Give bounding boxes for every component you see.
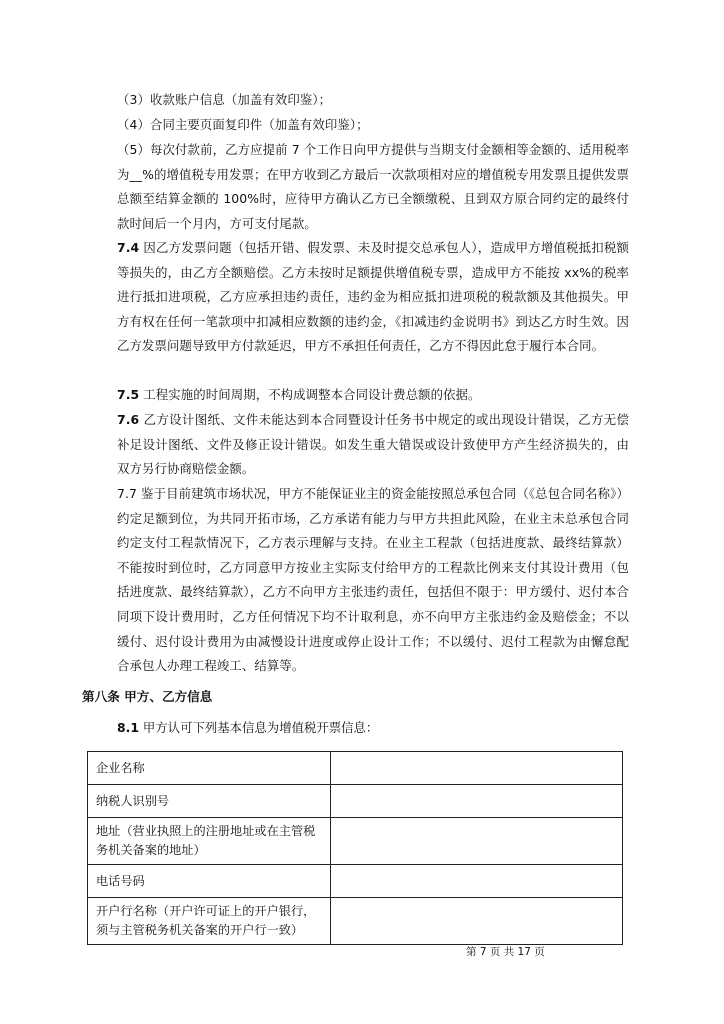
article-8-heading: 第八条 甲方、乙方信息 [82, 689, 213, 704]
row-value-bank-name[interactable] [331, 898, 623, 945]
clause-item-3: （3）收款账户信息（加盖有效印鉴）； [117, 92, 332, 107]
clause-7-6-number: 7.6 [117, 412, 140, 427]
table-row [88, 865, 623, 898]
invoice-info-table [87, 751, 623, 945]
row-label-taxpayer-id: 纳税人识别号 [88, 785, 331, 818]
row-label-bank-name: 开户行名称（开户许可证上的开户银行，须与主管税务机关备案的开户行一致） [88, 898, 331, 945]
page-number: 第 7 页 共 17 页 [466, 946, 545, 958]
clause-7-6 [117, 408, 629, 482]
row-label-company-name: 企业名称 [88, 752, 331, 785]
clause-item-4: （4）合同主要页面复印件（加盖有效印鉴）； [117, 117, 369, 132]
row-value-taxpayer-id[interactable] [331, 785, 623, 818]
clause-8-1 [117, 718, 378, 736]
clause-item-5: （5）每次付款前，乙方应提前 7 个工作日向甲方提供与当期支付金额相等金额的、适用税率为__%的增值税专用发票；在甲方收到乙方最后一次款项相对应的增值税专用发票且提供发票总额至结算金额的 100%时，应待甲方确认乙方已全额缴税、且到双方原合同约定的最终付款时间后一个月内，方可支付尾款。 [117, 142, 629, 231]
clause-7-4-text: 因乙方发票问题（包括开错、假发票、未及时提交总承包人），造成甲方增值税抵扣税额等损失的，由乙方全额赔偿。乙方未按时足额提供增值税专票，造成甲方不能按 xx%的税率进行抵扣进项税，乙方应承担违约责任，违约金为相应抵扣进项税的税款额及其他损失。甲方有权在任何一笔款项中扣减相应数额的违约金，《扣减违约金说明书》到达乙方时生效。因乙方发票问题导致甲方付款延迟，甲方不承担任何责任，乙方不得因此怠于履行本合同。 [117, 240, 629, 354]
clause-7-5-number: 7.5 [117, 387, 140, 402]
row-value-phone[interactable] [331, 865, 623, 898]
clause-8-1-number: 8.1 [117, 720, 139, 735]
clause-7-4-number: 7.4 [117, 240, 140, 255]
clause-7-7: 7.7 鉴于目前建筑市场状况，甲方不能保证业主的资金能按照总承包合同（《总包合同名称》）约定足额到位，为共同开拓市场，乙方承诺有能力与甲方共担此风险，在业主未总承包合同约定支付工程款情况下，乙方表示理解与支持。在业主工程款（包括进度款、最终结算款）不能按时到位时，乙方同意甲方按业主实际支付给甲方的工程款比例来支付其设计费用（包括进度款、最终结算款），乙方不向甲方主张违约责任，包括但不限于：甲方缓付、迟付本合同项下设计费用时，乙方任何情况下均不计取利息，亦不向甲方主张违约金及赔偿金；不以缓付、迟付设计费用为由减慢设计进度或停止设计工作；不以缓付、迟付工程款为由懈怠配合承包人办理工程竣工、结算等。 [117, 486, 629, 674]
clause-7-4 [117, 236, 629, 359]
table-row [88, 898, 623, 945]
table-row [88, 785, 623, 818]
clause-7-5 [117, 383, 629, 408]
clause-7-6-text: 乙方设计图纸、文件未能达到本合同暨设计任务书中规定的或出现设计错误，乙方无偿补足设计图纸、文件及修正设计错误。如发生重大错误或设计致使甲方产生经济损失的，由双方另行协商赔偿金额。 [117, 412, 629, 477]
clause-7-5-text: 工程实施的时间周期，不构成调整本合同设计费总额的依据。 [139, 387, 481, 402]
clause-8-1-text: 甲方认可下列基本信息为增值税开票信息： [138, 720, 379, 735]
row-label-address: 地址（营业执照上的注册地址或在主管税务机关备案的地址） [88, 818, 331, 865]
table-row [88, 752, 623, 785]
row-label-phone: 电话号码 [88, 865, 331, 898]
table-row [88, 818, 623, 865]
row-value-company-name[interactable] [331, 752, 623, 785]
row-value-address[interactable] [331, 818, 623, 865]
